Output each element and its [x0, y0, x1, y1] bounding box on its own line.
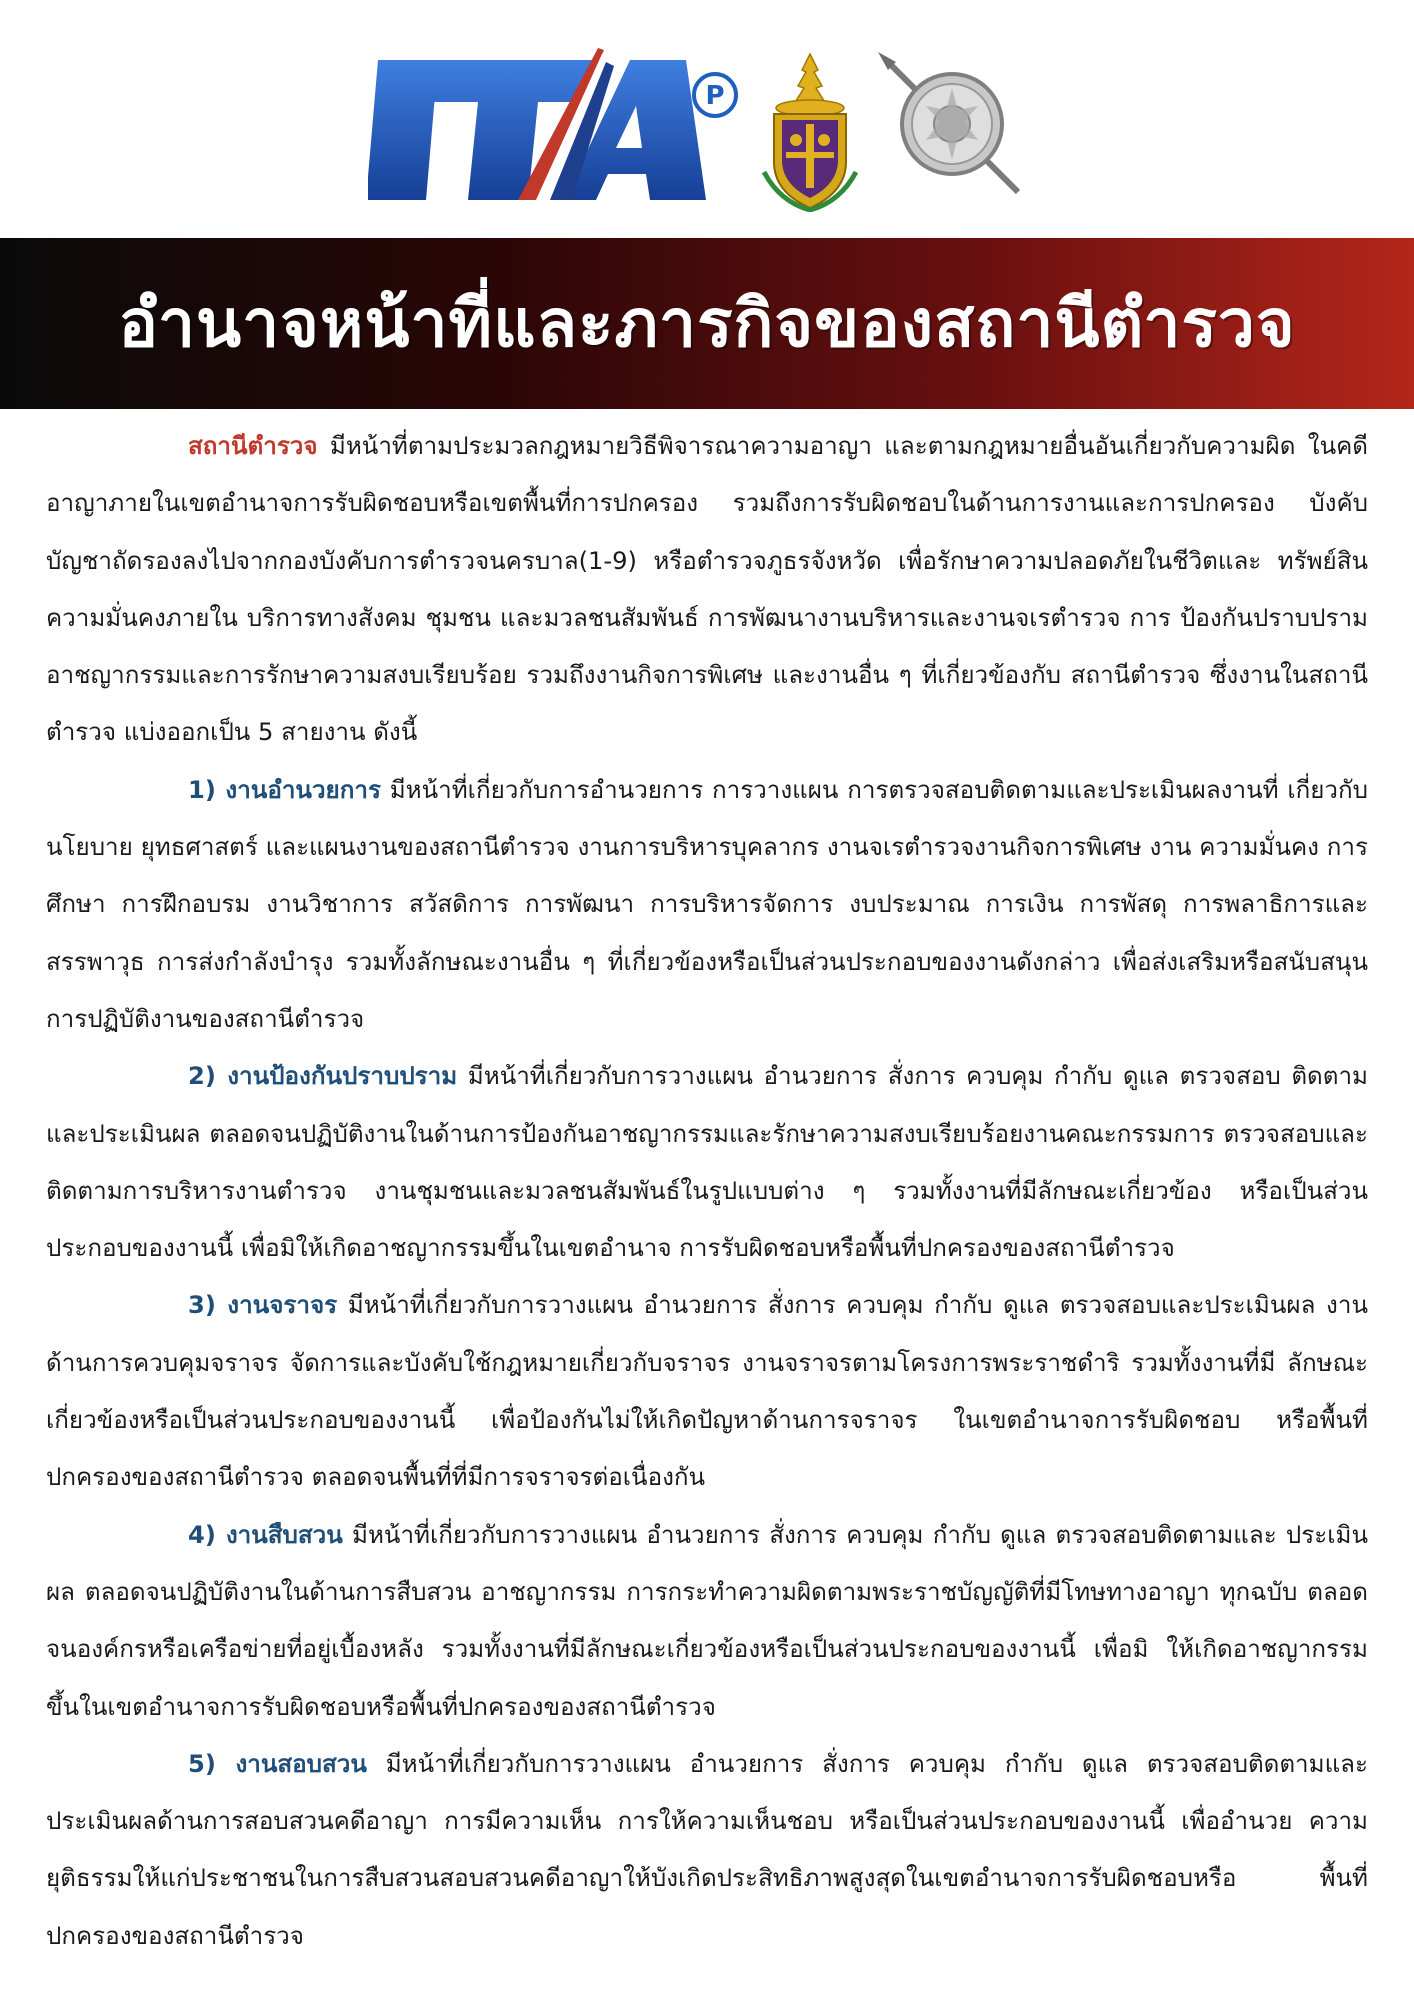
ita-logo [368, 40, 740, 210]
section-paragraph [46, 762, 1368, 1048]
section-text: มีหน้าที่เกี่ยวกับการวางแผน อำนวยการ สั่งการ ควบคุม กำกับ ดูแล ตรวจสอบ ติดตามและประเมินผล ตลอดจนปฏิบัติงานในด้านการป้องกันอาชญากรรมและรักษาความสงบเรียบร้อยงานคณะกรรมการ ตรวจสอบและติดตามการบริหารงานตำรวจ งานชุมชนและมวลชนสัมพันธ์ในรูปแบบต่าง ๆ รวมทั้งงานที่มีลักษณะเกี่ยวข้อง หรือเป็นส่วนประกอบของงานนี้ เพื่อมิให้เกิดอาชญากรรมขึ้นในเขตอำนาจ การรับผิดชอบหรือพื้นที่ปกครองของสถานีตำรวจ [46, 1062, 1368, 1263]
section-text: มีหน้าที่เกี่ยวกับการวางแผน อำนวยการ สั่งการ ควบคุม กำกับ ดูแล ตรวจสอบและประเมินผล งานด้านการควบคุมจราจร จัดการและบังคับใช้กฎหมายเกี่ยวกับจราจร งานจราจรตามโครงการพระราชดำริ รวมทั้งงานที่มี ลักษณะเกี่ยวข้องหรือเป็นส่วนประกอบของงานนี้ เพื่อป้องกันไม่ให้เกิดปัญหาด้านการจราจร ในเขตอำนาจการรับผิดชอบ หรือพื้นที่ปกครองของสถานีตำรวจ ตลอดจนพื้นที่ที่มีการจราจรต่อเนื่องกัน [46, 1291, 1368, 1492]
section-paragraph [46, 1736, 1368, 1965]
section-text: มีหน้าที่เกี่ยวกับการวางแผน อำนวยการ สั่งการ ควบคุม กำกับ ดูแล ตรวจสอบติดตามและ ประเมินผล ตลอดจนปฏิบัติงานในด้านการสืบสวน อาชญากรรม การกระทำความผิดตามพระราชบัญญัติที่มีโทษทางอาญา ทุกฉบับ ตลอดจนองค์กรหรือเครือข่ายที่อยู่เบื้องหลัง รวมทั้งงานที่มีลักษณะเกี่ยวข้องหรือเป็นส่วนประกอบของงานนี้ เพื่อมิ ให้เกิดอาชญากรรมขึ้นในเขตอำนาจการรับผิดชอบหรือพื้นที่ปกครองของสถานีตำรวจ [46, 1520, 1368, 1721]
intro-text: มีหน้าที่ตามประมวลกฎหมายวิธีพิจารณาความอาญา และตามกฎหมายอื่นอันเกี่ยวกับความผิด ในคดีอาญาภายในเขตอำนาจการรับผิดชอบหรือเขตพื้นที่การปกครอง รวมถึงการรับผิดชอบในด้านการงานและการปกครอง บังคับบัญชาถัดรองลงไปจากกองบังคับการตำรวจนครบาล(1-9) หรือตำรวจภูธรจังหวัด เพื่อรักษาความปลอดภัยในชีวิตและ ทรัพย์สิน ความมั่นคงภายใน บริการทางสังคม ชุมชน และมวลชนสัมพันธ์ การพัฒนางานบริหารและงานจเรตำรวจ การ ป้องกันปราบปรามอาชญากรรมและการรักษาความสงบเรียบร้อย รวมถึงงานกิจการพิเศษ และงานอื่น ๆ ที่เกี่ยวข้องกับ สถานีตำรวจ ซึ่งงานในสถานีตำรวจ แบ่งออกเป็น 5 สายงาน ดังนี้ [46, 432, 1368, 747]
section-paragraph [46, 1048, 1368, 1277]
section-heading: 2) งานป้องกันปราบปราม [188, 1062, 458, 1091]
header-logos [0, 0, 1414, 238]
section-text: มีหน้าที่เกี่ยวกับการวางแผน อำนวยการ สั่งการ ควบคุม กำกับ ดูแล ตรวจสอบติดตามและ ประเมินผลด้านการสอบสวนคดีอาญา การมีความเห็น การให้ความเห็นชอบ หรือเป็นส่วนประกอบของงานนี้ เพื่ออำนวย ความยุติธรรมให้แก่ประชาชนในการสืบสวนสอบสวนคดีอาญาให้บังเกิดประสิทธิภาพสูงสุดในเขตอำนาจการรับผิดชอบหรือ พื้นที่ปกครองของสถานีตำรวจ [46, 1749, 1368, 1950]
agency-seal-icon [878, 52, 1028, 200]
intro-paragraph [46, 418, 1368, 762]
document-body [46, 418, 1368, 1965]
intro-term: สถานีตำรวจ [188, 432, 318, 460]
p-badge-letter: P [705, 81, 725, 111]
section-heading: 4) งานสืบสวน [188, 1520, 343, 1549]
title-banner [0, 238, 1414, 409]
section-text: มีหน้าที่เกี่ยวกับการอำนวยการ การวางแผน การตรวจสอบติดตามและประเมินผลงานที่ เกี่ยวกับนโยบาย ยุทธศาสตร์ และแผนงานของสถานีตำรวจ งานการบริหารบุคลากร งานจเรตำรวจงานกิจการพิเศษ งาน ความมั่นคง การศึกษา การฝึกอบรม งานวิชาการ สวัสดิการ การพัฒนา การบริหารจัดการ งบประมาณ การเงิน การพัสดุ การพลาธิการและสรรพาวุธ การส่งกำลังบำรุง รวมทั้งลักษณะงานอื่น ๆ ที่เกี่ยวข้องหรือเป็นส่วนประกอบของงานดังกล่าว เพื่อส่งเสริมหรือสนับสนุนการปฏิบัติงานของสถานีตำรวจ [46, 775, 1368, 1033]
section-paragraph [46, 1507, 1368, 1736]
section-heading: 5) งานสอบสวน [188, 1749, 367, 1778]
p-badge-icon [690, 70, 740, 120]
section-heading: 3) งานจราจร [188, 1291, 338, 1320]
police-crest-icon [760, 52, 860, 212]
page-title: อำนาจหน้าที่และภารกิจของสถานีตำรวจ [118, 285, 1296, 362]
section-paragraph [46, 1277, 1368, 1506]
section-heading: 1) งานอำนวยการ [188, 775, 381, 804]
